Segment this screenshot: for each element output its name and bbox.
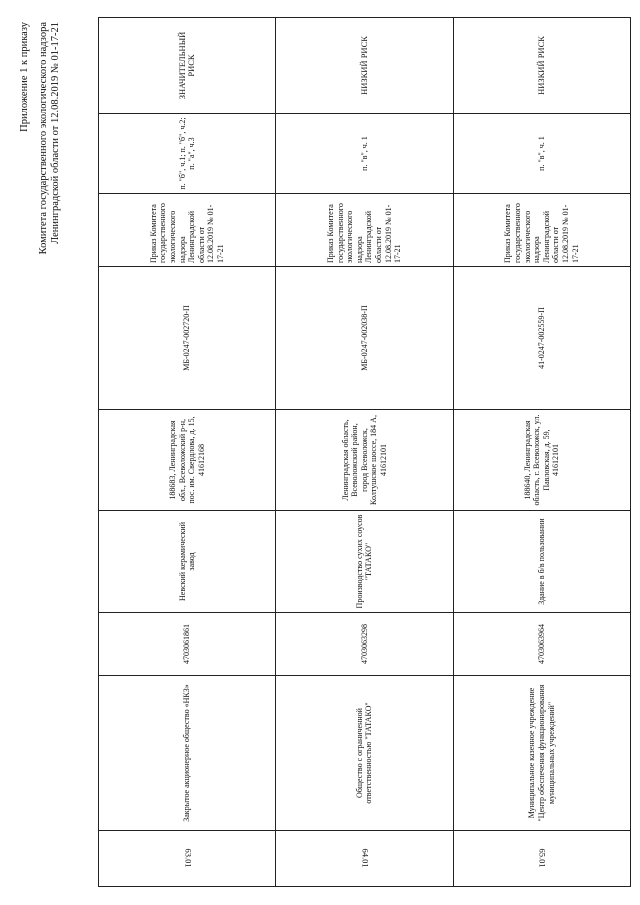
object-code: 41-0247-002559-П xyxy=(453,267,630,410)
criteria: п. "в", ч. 1 xyxy=(453,114,630,194)
criteria: п. "б", ч.1; п. "б", ч.2; п. "а", ч.3 xyxy=(99,114,276,194)
criteria: п. "в", ч. 1 xyxy=(276,114,453,194)
row-number: 65.01 xyxy=(453,831,630,887)
header-date-line: Ленинградской области от 12.08.2019 № 01-17-21 xyxy=(50,22,61,244)
object-code: МБ-0247-002720-П xyxy=(99,267,276,410)
organization-name: Общество с ограниченной ответственностью "ТАТАКО" xyxy=(276,676,453,831)
inn: 4703063298 xyxy=(276,613,453,676)
inn: 4703061861 xyxy=(99,613,276,676)
registry-table xyxy=(98,17,631,887)
object-address: Ленинградская область, Всеволожский район, город Всеволожск, Колтушское шоссе, 184 А, 41612101 xyxy=(276,410,453,511)
object-name: Невский керамический завод xyxy=(99,511,276,613)
header-committee-line: Комитета государственного экологического надзора xyxy=(38,22,49,255)
risk-category: НИЗКИЙ РИСК xyxy=(453,18,630,114)
inn: 4703063964 xyxy=(453,613,630,676)
row-number: 64.01 xyxy=(276,831,453,887)
risk-category: ЗНАЧИТЕЛЬНЫЙ РИСК xyxy=(99,18,276,114)
order-reference: Приказ Комитета государственного экологического надзора Ленинградской области от 12.08.2019 № 01-17-21 xyxy=(453,194,630,267)
header-appendix-line: Приложение 1 к приказу xyxy=(19,22,30,132)
object-address: 188640, Ленинградская область, г. Всеволожск, ул. Павловская, д. 59, 41612101 xyxy=(453,410,630,511)
organization-name: Закрытое акционерное общество «НКЗ» xyxy=(99,676,276,831)
risk-category: НИЗКИЙ РИСК xyxy=(276,18,453,114)
row-number: 63.01 xyxy=(99,831,276,887)
object-code: МБ-0247-002038-П xyxy=(276,267,453,410)
table-row xyxy=(453,18,630,887)
object-name: Производство сухих соусов "ТАТАКО" xyxy=(276,511,453,613)
object-address: 188683, Ленинградская обл., Всеволожский р-н, пос. им. Свердлова, д. 15, 41612168 xyxy=(99,410,276,511)
organization-name: Муниципальное казенное учреждение "Центр обеспечения функционирования муниципальных учреждений" xyxy=(453,676,630,831)
order-reference: Приказ Комитета государственного экологического надзора Ленинградской области от 12.08.2019 № 01-17-21 xyxy=(276,194,453,267)
order-reference: Приказ Комитета государственного экологического надзора Ленинградской области от 12.08.2019 № 01-17-21 xyxy=(99,194,276,267)
table-row xyxy=(99,18,276,887)
object-name: Здание в б/в пользовании xyxy=(453,511,630,613)
table-row xyxy=(276,18,453,887)
